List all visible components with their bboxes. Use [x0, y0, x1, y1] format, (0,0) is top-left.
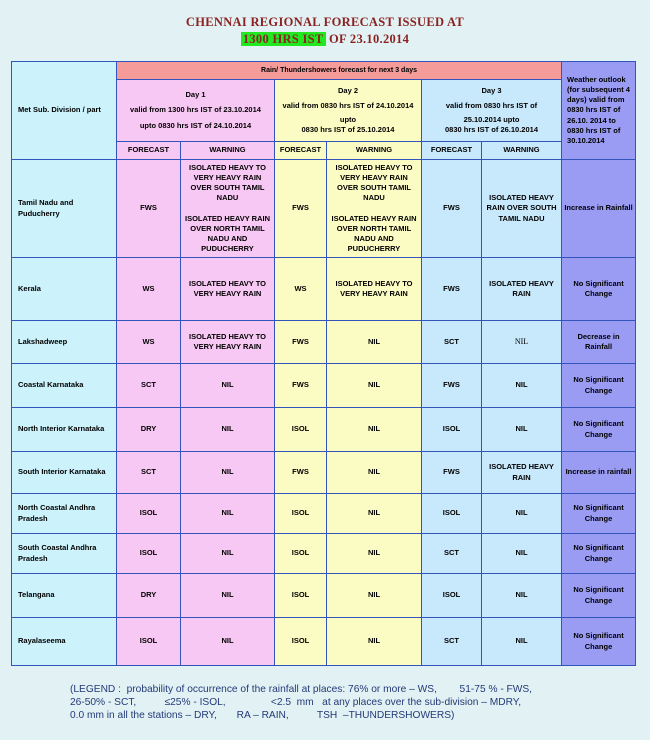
day3-label: Day 3	[481, 86, 502, 96]
subdivision-name: Tamil Nadu and Puducherry	[12, 160, 117, 258]
outlook: No Significant Change	[562, 364, 636, 408]
outlook: No Significant Change	[562, 574, 636, 618]
day2-forecast: ISOL	[275, 534, 327, 574]
day3-warning-col: WARNING	[482, 142, 562, 160]
day3-valid-upto: 25.10.2014 upto 0830 hrs IST of 26.10.2014	[445, 114, 538, 134]
day1-warning	[181, 160, 275, 258]
day1-warning-north: ISOLATED HEAVY RAIN OVER NORTH TAMIL NADU AND PUDUCHERRY	[184, 213, 270, 253]
day3-warning: NIL	[482, 364, 562, 408]
day1-forecast: FWS	[117, 160, 181, 258]
day3-forecast: SCT	[422, 534, 482, 574]
day3-warning: NIL	[482, 618, 562, 666]
day3-forecast: ISOL	[422, 574, 482, 618]
day1-warning: NIL	[181, 494, 275, 534]
day3-warning: NIL	[482, 574, 562, 618]
day2-warning: ISOLATED HEAVY TO VERY HEAVY RAIN	[327, 258, 422, 321]
day1-forecast: ISOL	[117, 618, 181, 666]
day2-warning: NIL	[327, 452, 422, 494]
day3-forecast: ISOL	[422, 494, 482, 534]
outlook: No Significant Change	[562, 258, 636, 321]
forecast-main-header: Rain/ Thundershowers forecast for next 3 days	[117, 62, 562, 80]
day1-warning: ISOLATED HEAVY TO VERY HEAVY RAIN	[181, 258, 275, 321]
subdivision-name: North Interior Karnataka	[12, 408, 117, 452]
outlook: Increase in Rainfall	[562, 160, 636, 258]
day2-warning: NIL	[327, 494, 422, 534]
day2-forecast: FWS	[275, 364, 327, 408]
day1-warning-col: WARNING	[181, 142, 275, 160]
outlook: Increase in rainfall	[562, 452, 636, 494]
outlook-header: Weather outlook (for subsequent 4 days) valid from 0830 hrs IST of 26.10. 2014 to 0830 hrs IST of 30.10.2014	[562, 62, 636, 160]
day2-warning: NIL	[327, 534, 422, 574]
day3-header	[422, 80, 562, 142]
day3-forecast: SCT	[422, 618, 482, 666]
report-issue-time	[0, 32, 650, 47]
day2-forecast: FWS	[275, 321, 327, 364]
outlook: No Significant Change	[562, 534, 636, 574]
day3-warning: ISOLATED HEAVY RAIN OVER SOUTH TAMIL NADU	[482, 160, 562, 258]
table-row	[12, 321, 636, 364]
day2-warning-north: ISOLATED HEAVY RAIN OVER NORTH TAMIL NADU AND PUDUCHERRY	[331, 213, 417, 253]
legend-line-3: 0.0 mm in all the stations – DRY, RA – RAIN, TSH –THUNDERSHOWERS)	[70, 710, 455, 721]
day3-valid-from: valid from 0830 hrs IST of	[445, 101, 538, 111]
table-row	[12, 494, 636, 534]
day1-warning: NIL	[181, 534, 275, 574]
subdivision-name: Rayalaseema	[12, 618, 117, 666]
day2-header	[275, 80, 422, 142]
day2-label: Day 2	[337, 86, 358, 96]
table-row	[12, 618, 636, 666]
day3-forecast-col: FORECAST	[422, 142, 482, 160]
day3-warning: ISOLATED HEAVY RAIN	[482, 258, 562, 321]
day1-forecast: SCT	[117, 452, 181, 494]
day1-warning: NIL	[181, 408, 275, 452]
day2-forecast: ISOL	[275, 574, 327, 618]
day2-forecast: ISOL	[275, 618, 327, 666]
outlook: No Significant Change	[562, 408, 636, 452]
day1-forecast-col: FORECAST	[117, 142, 181, 160]
day2-warning: NIL	[327, 364, 422, 408]
legend-line-1: (LEGEND : probability of occurrence of the rainfall at places: 76% or more – WS, 51-75 % - FWS,	[70, 684, 533, 695]
outlook: Decrease in Rainfall	[562, 321, 636, 364]
table-row	[12, 258, 636, 321]
day1-warning-south: ISOLATED HEAVY TO VERY HEAVY RAIN OVER SOUTH TAMIL NADU	[189, 163, 266, 203]
day3-forecast: SCT	[422, 321, 482, 364]
day2-warning: NIL	[327, 574, 422, 618]
legend-line-2: 26-50% - SCT, ≤25% - ISOL, <2.5 mm at any places over the sub-division – MDRY,	[70, 697, 522, 708]
day1-warning: NIL	[181, 618, 275, 666]
subdivision-name: Lakshadweep	[12, 321, 117, 364]
day3-forecast: FWS	[422, 160, 482, 258]
day3-warning: NIL	[482, 321, 562, 364]
day1-forecast: WS	[117, 258, 181, 321]
day1-warning: ISOLATED HEAVY TO VERY HEAVY RAIN	[181, 321, 275, 364]
day2-valid-from: valid from 0830 hrs IST of 24.10.2014	[282, 101, 414, 111]
day2-warning	[327, 160, 422, 258]
day2-warning-col: WARNING	[327, 142, 422, 160]
day1-forecast: DRY	[117, 408, 181, 452]
day1-warning: NIL	[181, 364, 275, 408]
day2-warning: NIL	[327, 618, 422, 666]
legend	[70, 683, 630, 722]
day2-warning-south: ISOLATED HEAVY TO VERY HEAVY RAIN OVER SOUTH TAMIL NADU	[335, 163, 413, 203]
day3-forecast: FWS	[422, 364, 482, 408]
day3-forecast: FWS	[422, 258, 482, 321]
issue-date: OF 23.10.2014	[325, 32, 410, 46]
day2-valid-upto: upto 0830 hrs IST of 25.10.2014	[301, 114, 395, 134]
day3-forecast: FWS	[422, 452, 482, 494]
subdivision-header: Met Sub. Division / part	[12, 62, 117, 160]
day1-forecast: DRY	[117, 574, 181, 618]
day3-warning: NIL	[482, 534, 562, 574]
report-title: CHENNAI REGIONAL FORECAST ISSUED AT	[185, 15, 465, 29]
subdivision-name: Telangana	[12, 574, 117, 618]
outlook: No Significant Change	[562, 618, 636, 666]
day2-forecast: WS	[275, 258, 327, 321]
day1-valid-upto: upto 0830 hrs IST of 24.10.2014	[139, 120, 252, 130]
day1-valid-from: valid from 1300 hrs IST of 23.10.2014	[130, 105, 261, 115]
table-row	[12, 408, 636, 452]
day3-forecast: ISOL	[422, 408, 482, 452]
table-row	[12, 534, 636, 574]
subdivision-name: South Coastal Andhra Pradesh	[12, 534, 117, 574]
outlook: No Significant Change	[562, 494, 636, 534]
subdivision-name: North Coastal Andhra Pradesh	[12, 494, 117, 534]
day2-forecast: ISOL	[275, 408, 327, 452]
day2-forecast: ISOL	[275, 494, 327, 534]
day3-warning: ISOLATED HEAVY RAIN	[482, 452, 562, 494]
day1-label: Day 1	[185, 90, 206, 100]
day1-forecast: ISOL	[117, 494, 181, 534]
table-row	[12, 452, 636, 494]
day1-forecast: SCT	[117, 364, 181, 408]
subdivision-name: Kerala	[12, 258, 117, 321]
day2-warning: NIL	[327, 321, 422, 364]
subdivision-name: Coastal Karnataka	[12, 364, 117, 408]
day3-warning: NIL	[482, 494, 562, 534]
table-row	[12, 574, 636, 618]
day1-header	[117, 80, 275, 142]
forecast-table	[11, 61, 636, 666]
issue-time-highlight: 1300 HRS IST	[242, 32, 324, 46]
day1-forecast: WS	[117, 321, 181, 364]
day2-warning: NIL	[327, 408, 422, 452]
day2-forecast: FWS	[275, 160, 327, 258]
table-row	[12, 160, 636, 258]
day1-warning: NIL	[181, 452, 275, 494]
table-row	[12, 364, 636, 408]
day1-forecast: ISOL	[117, 534, 181, 574]
day2-forecast: FWS	[275, 452, 327, 494]
day3-warning: NIL	[482, 408, 562, 452]
subdivision-name: South Interior Karnataka	[12, 452, 117, 494]
day2-forecast-col: FORECAST	[275, 142, 327, 160]
day1-warning: NIL	[181, 574, 275, 618]
